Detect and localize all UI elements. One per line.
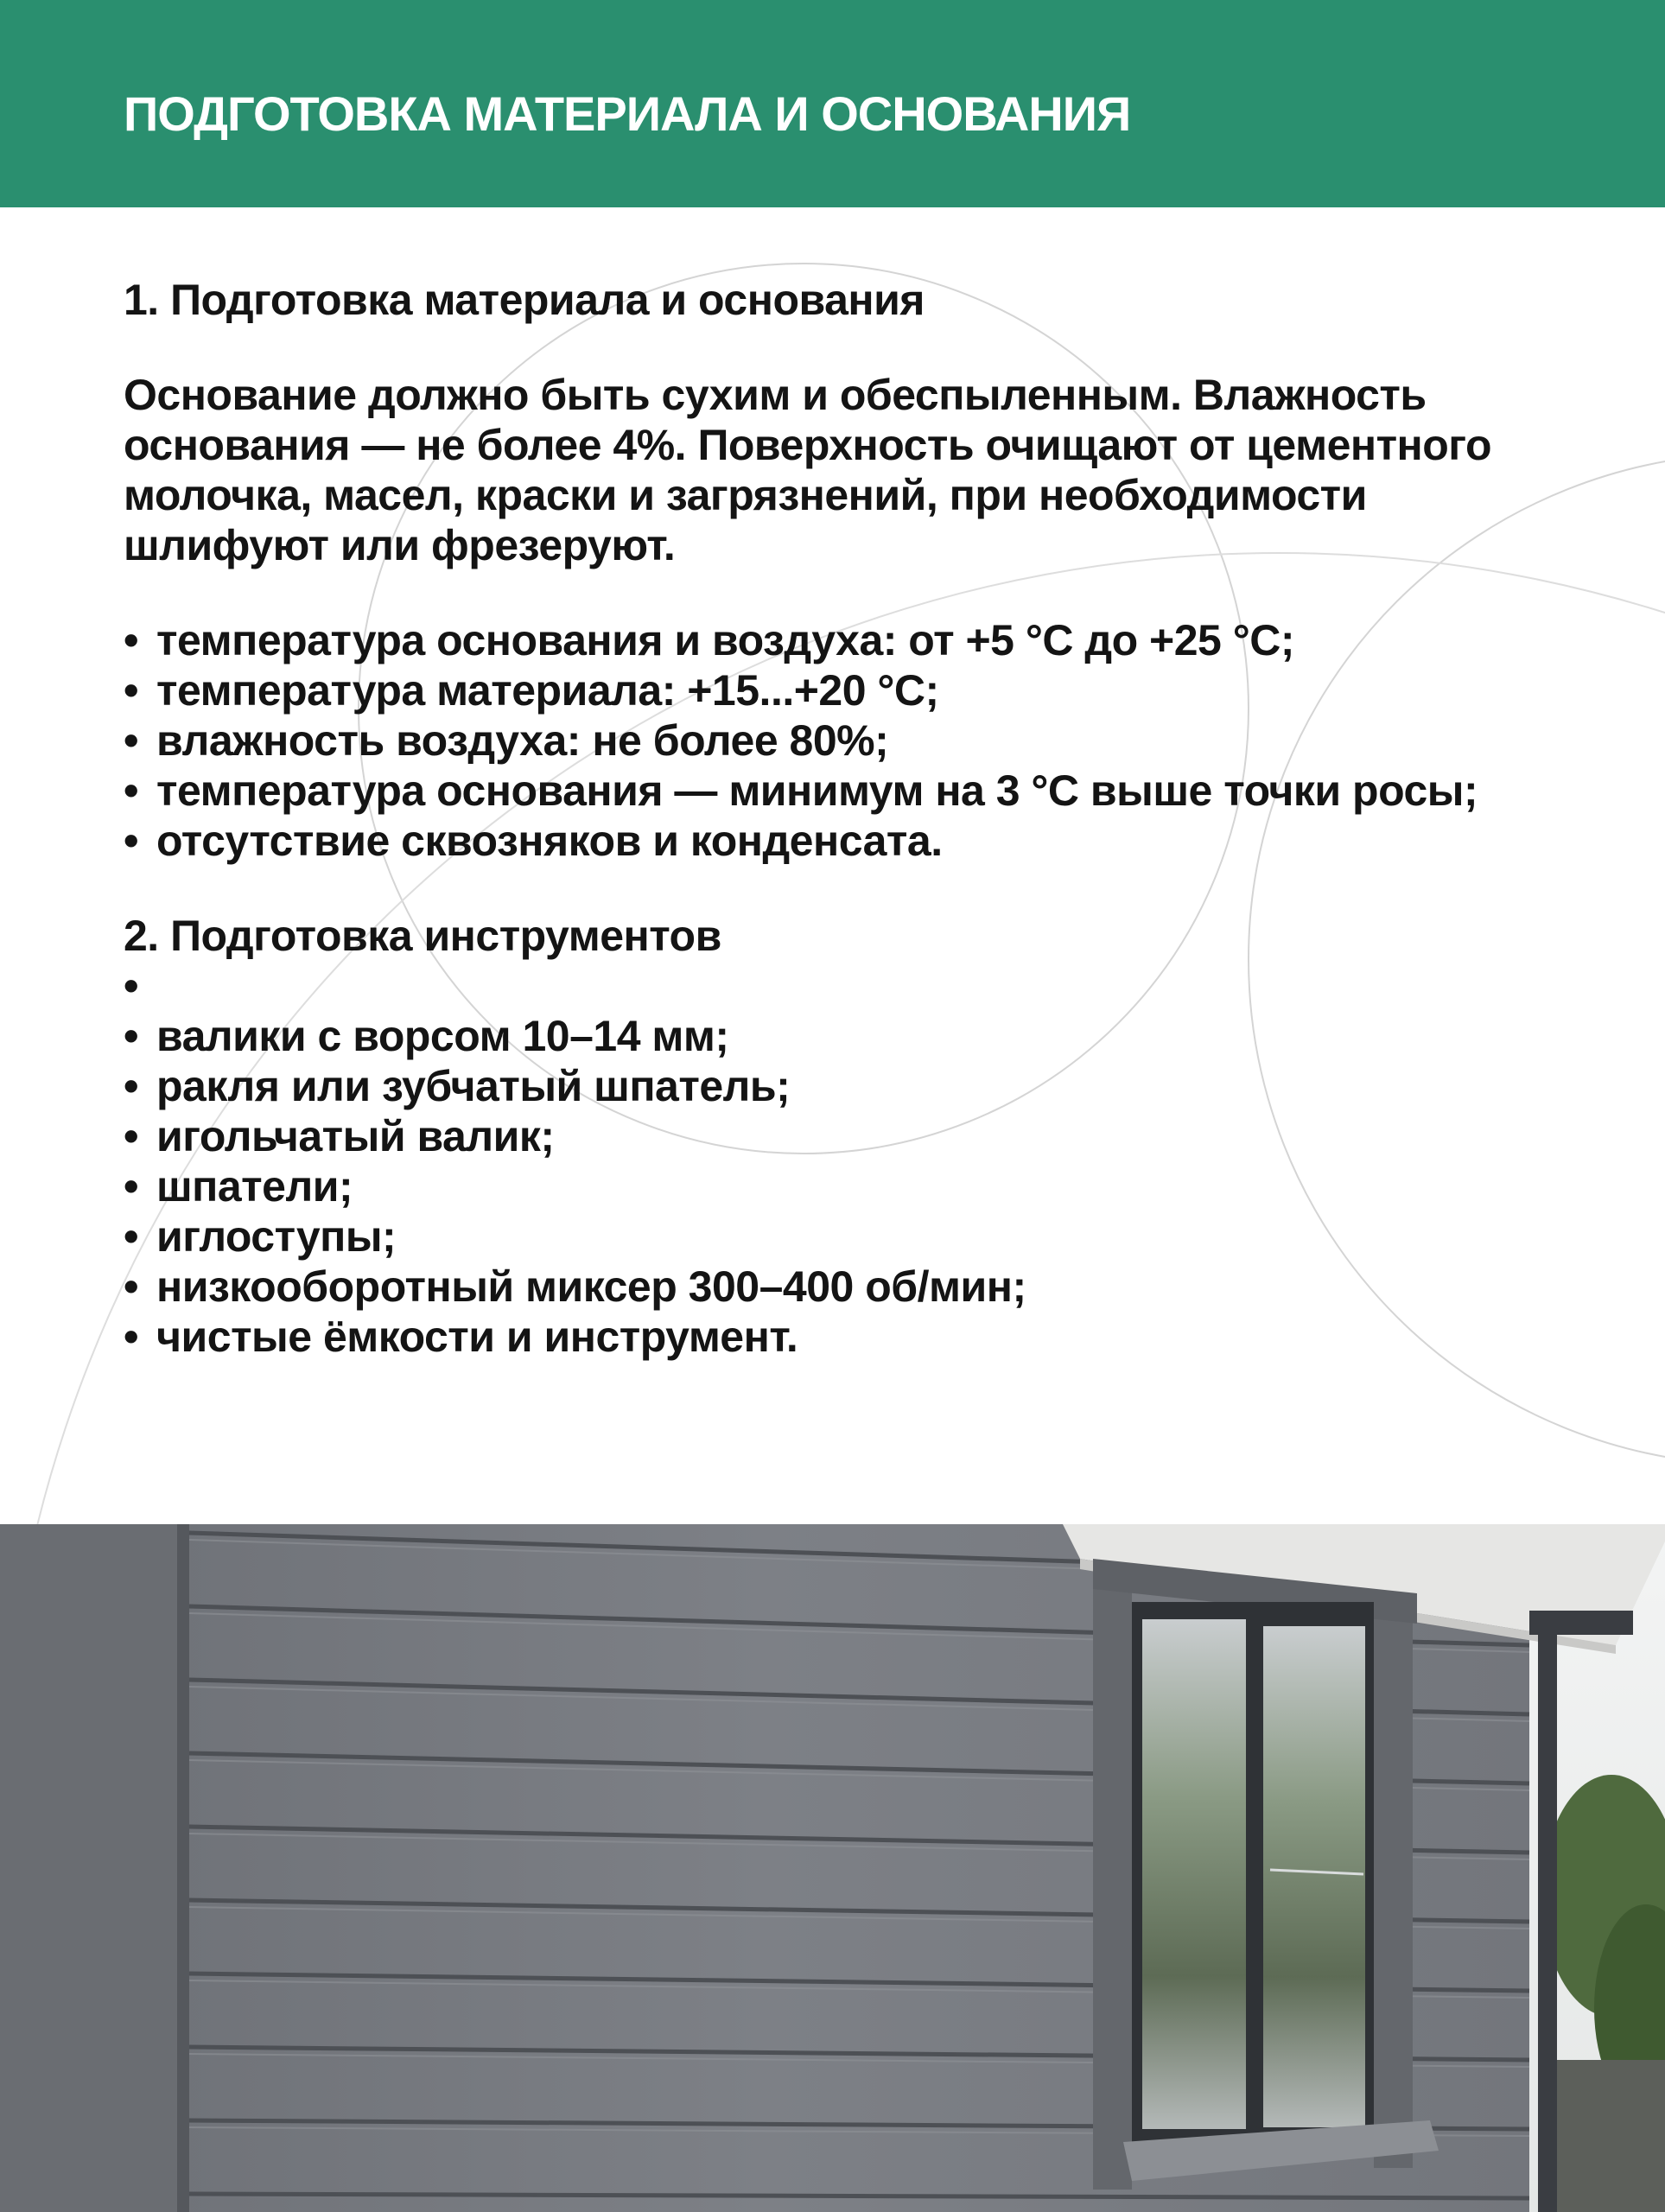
- list-item: • низкооборотный миксер 300–400 об/мин;: [124, 1262, 1575, 1312]
- facade-illustration: [0, 1524, 1665, 2212]
- list-item: • температура материала: +15...+20 °С;: [124, 665, 1575, 715]
- list-item: • чистые ёмкости и инструмент.: [124, 1312, 1575, 1362]
- list-item: • валики с ворсом 10–14 мм;: [124, 1011, 1575, 1061]
- conditions-list: [124, 615, 1575, 866]
- base-requirements-paragraph: Основание должно быть сухим и обеспыленным. Влажность основания — не более 4%. Поверхность очищают от цементного молочка, масел, краски и загрязнений, при необходимости шлифуют или фрезеруют.: [124, 371, 1492, 569]
- list-item: • ракля или зубчатый шпатель;: [124, 1061, 1575, 1111]
- list-item: • температура основания — минимум на 3 °С выше точки росы;: [124, 766, 1496, 816]
- main-content: [124, 275, 1575, 1362]
- section-heading-tools: 2. Подготовка инструментов: [124, 912, 721, 960]
- list-item: • игольчатый валик;: [124, 1111, 1575, 1161]
- header-banner: [0, 0, 1665, 207]
- list-item: [124, 961, 1575, 1011]
- list-item: • иглоступы;: [124, 1211, 1575, 1262]
- list-item: • влажность воздуха: не более 80%;: [124, 715, 1575, 766]
- tools-list: [124, 961, 1575, 1362]
- list-item: • температура основания и воздуха: от +5 °С до +25 °С;: [124, 615, 1575, 665]
- facade-photo: [0, 1524, 1665, 2212]
- page-title: ПОДГОТОВКА МАТЕРИАЛА И ОСНОВАНИЯ: [124, 86, 1131, 141]
- section-heading-material: 1. Подготовка материала и основания: [124, 276, 925, 324]
- list-item: • шпатели;: [124, 1161, 1575, 1211]
- list-item: • отсутствие сквозняков и конденсата.: [124, 816, 1575, 866]
